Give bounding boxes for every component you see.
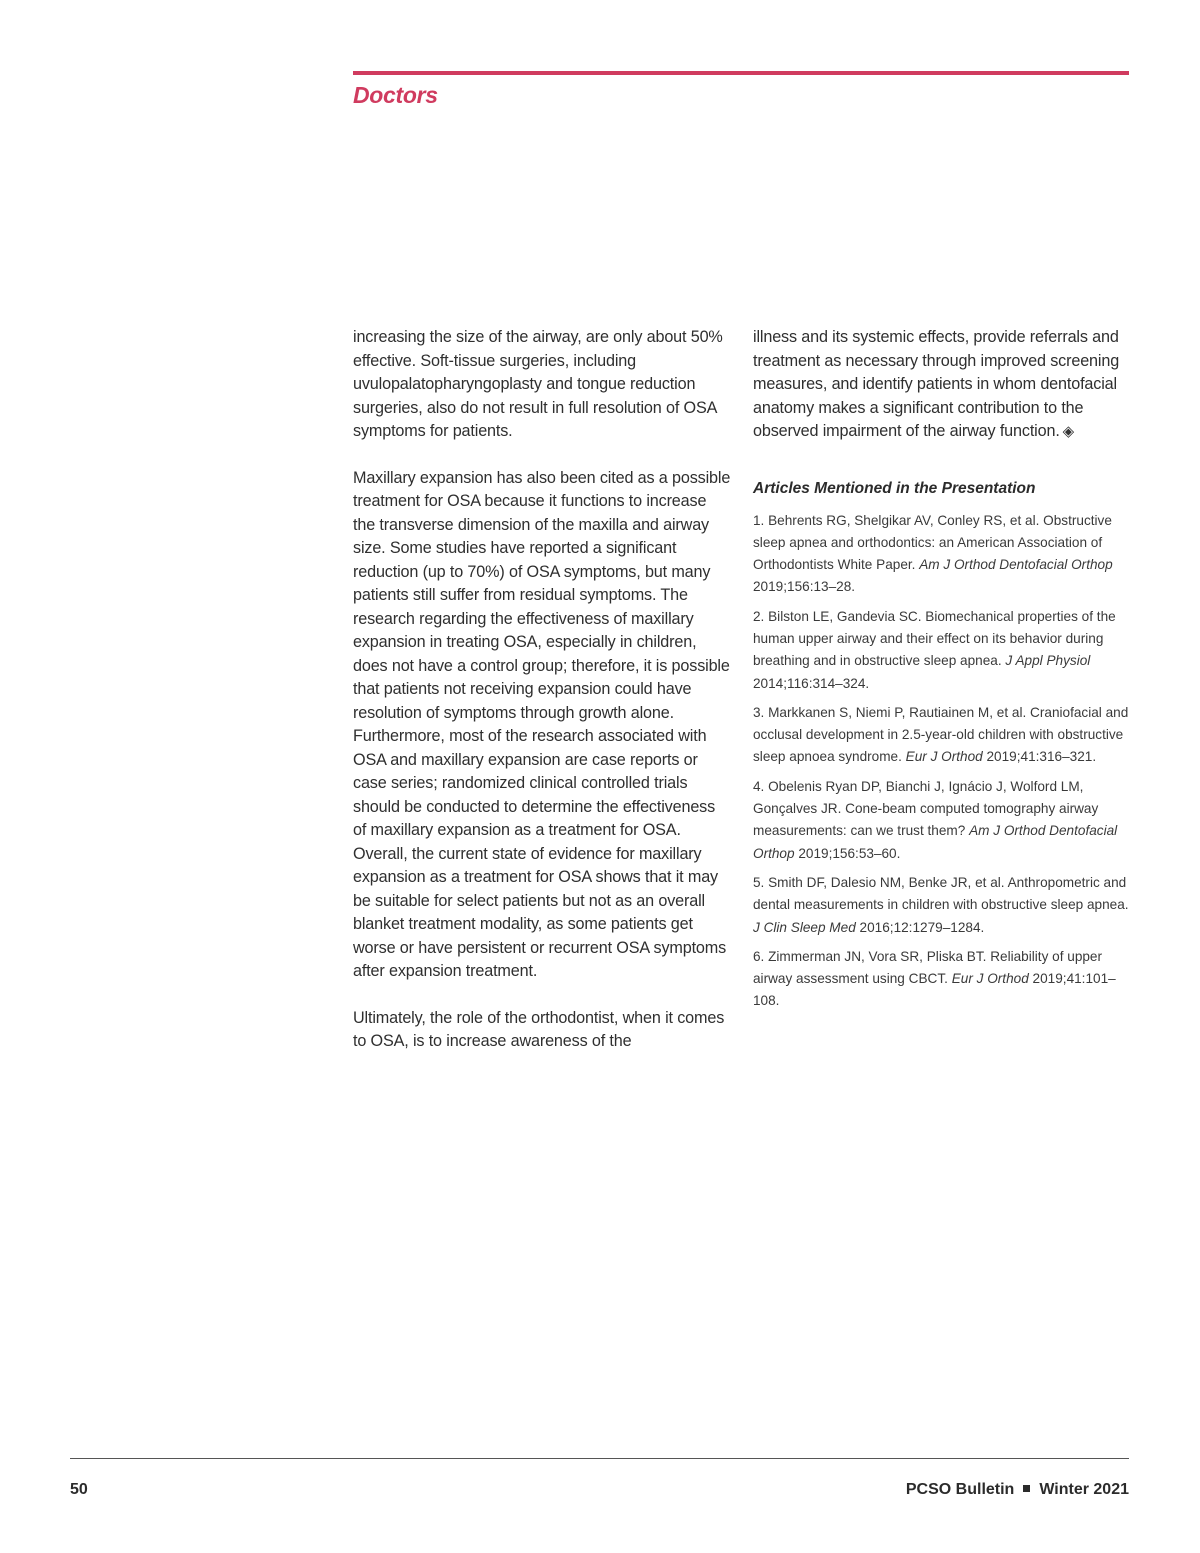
publication-name: PCSO Bulletin bbox=[905, 1481, 1015, 1498]
left-column bbox=[353, 326, 731, 1077]
reference-item bbox=[753, 702, 1131, 769]
reference-list bbox=[753, 510, 1131, 1013]
body-paragraph: Maxillary expansion has also been cited as a possible treatment for OSA because it functions to increase the transverse dimension of the maxilla and airway size. Some studies have reported a significant reduction (up to 70%) of OSA symptoms, but many patients still suffer from residual symptoms. The research regarding the effectiveness of maxillary expansion in treating OSA, especially in children, does not have a control group; therefore, it is possible that patients not receiving expansion could have resolution of symptoms through growth alone. Furthermore, most of the research associated with OSA and maxillary expansion are case reports or case series; randomized clinical controlled trials should be conducted to determine the effectiveness of maxillary expansion as a treatment for OSA. Overall, the current state of evidence for maxillary expansion as a treatment for OSA shows that it may be suitable for select patients but not as an overall blanket treatment modality, as some patients get worse or have persistent or recurrent OSA symptoms after expansion treatment. bbox=[353, 468, 731, 980]
reference-item bbox=[753, 510, 1131, 599]
footer-rule bbox=[70, 1458, 1129, 1459]
body-paragraph: increasing the size of the airway, are only about 50% effective. Soft-tissue surgeries, including uvulopalatopharyngoplasty and tongue reduction surgeries, also do not result in full resolution of OSA symptoms for patients. bbox=[353, 328, 723, 440]
articles-heading: Articles Mentioned in the Presentation bbox=[753, 479, 1036, 497]
reference-journal: Am J Orthod Dentofacial Orthop bbox=[919, 557, 1113, 573]
reference-journal: Eur J Orthod bbox=[905, 749, 983, 765]
reference-journal: Eur J Orthod bbox=[951, 971, 1029, 987]
reference-text: 6. Zimmerman JN, Vora SR, Pliska BT. Reliability of upper airway assessment using CBCT. bbox=[753, 948, 1103, 987]
reference-text: 5. Smith DF, Dalesio NM, Benke JR, et al. Anthropometric and dental measurements in children with obstructive sleep apnea. bbox=[753, 874, 1129, 913]
reference-item bbox=[753, 872, 1131, 939]
body-paragraph bbox=[753, 326, 1131, 444]
body-paragraph-text: illness and its systemic effects, provide referrals and treatment as necessary through improved screening measures, and identify patients in whom dentofacial anatomy makes a significant contribution to the observed impairment of the airway function. bbox=[753, 328, 1120, 440]
body-paragraph: Ultimately, the role of the orthodontist, when it comes to OSA, is to increase awareness of the bbox=[353, 1008, 725, 1050]
reference-citation: 2019;41:101–108. bbox=[753, 971, 1116, 1009]
reference-item bbox=[753, 776, 1131, 865]
reference-journal: J Clin Sleep Med bbox=[753, 919, 856, 935]
header-rule bbox=[353, 71, 1129, 75]
page-number: 50 bbox=[70, 1481, 88, 1498]
right-column bbox=[753, 326, 1131, 1020]
reference-citation: 2016;12:1279–1284. bbox=[859, 919, 985, 935]
reference-citation: 2019;41:316–321. bbox=[986, 749, 1097, 765]
square-separator-icon bbox=[1023, 1485, 1030, 1492]
end-of-article-icon: ◈ bbox=[1062, 423, 1075, 440]
reference-citation: 2019;156:53–60. bbox=[798, 845, 901, 861]
reference-citation: 2014;116:314–324. bbox=[753, 675, 870, 691]
section-title: Doctors bbox=[353, 82, 438, 108]
reference-text: 3. Markkanen S, Niemi P, Rautiainen M, et al. Craniofacial and occlusal development in 2.5-year-old children with obstructive sleep apnoea syndrome. bbox=[753, 704, 1129, 765]
reference-item bbox=[753, 946, 1131, 1013]
reference-journal: J Appl Physiol bbox=[1005, 653, 1091, 669]
reference-text: 2. Bilston LE, Gandevia SC. Biomechanical properties of the human upper airway and their effect on its behavior during breathing and in obstructive sleep apnea. bbox=[753, 608, 1116, 669]
reference-item bbox=[753, 606, 1131, 695]
reference-text: 1. Behrents RG, Shelgikar AV, Conley RS, et al. Obstructive sleep apnea and orthodontics: an American Association of Orthodontists White Paper. bbox=[753, 512, 1112, 573]
issue-date: Winter 2021 bbox=[1039, 1481, 1129, 1498]
reference-journal: Am J Orthod Dentofacial Orthop bbox=[753, 823, 1118, 861]
reference-text: 4. Obelenis Ryan DP, Bianchi J, Ignácio J, Wolford LM, Gonçalves JR. Cone-beam computed tomography airway measurements: can we trust them? bbox=[753, 778, 1099, 839]
footer-publication bbox=[906, 1481, 1129, 1499]
reference-citation: 2019;156:13–28. bbox=[753, 579, 856, 595]
